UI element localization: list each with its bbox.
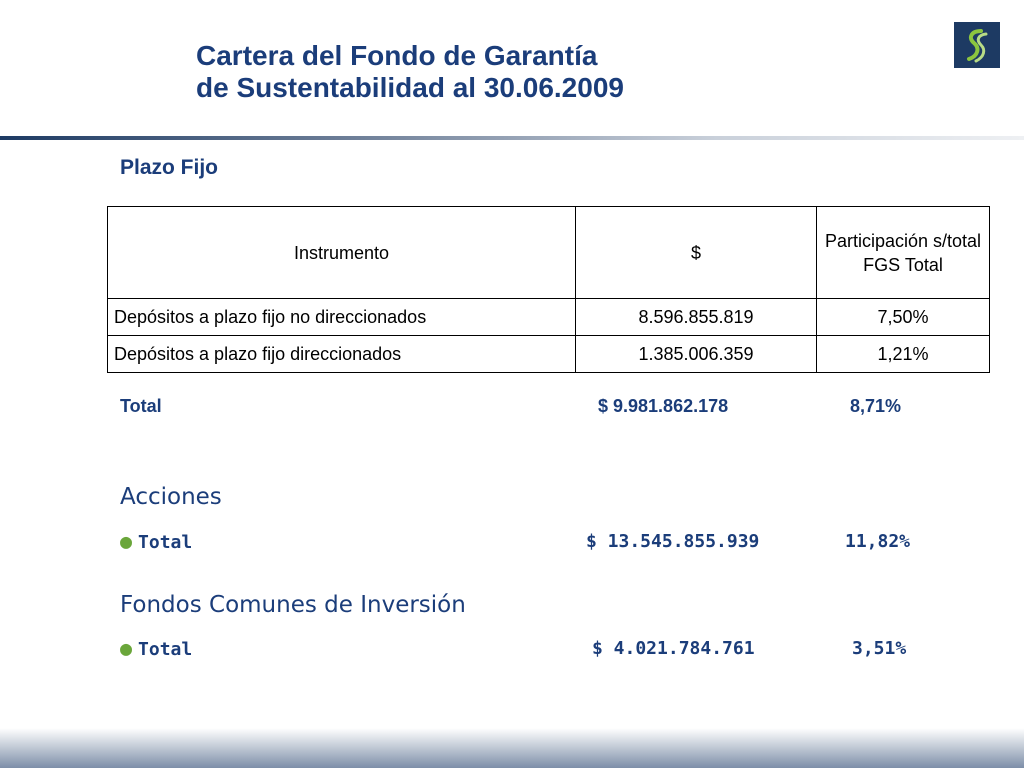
bullet-dot-icon: ● [120, 529, 133, 553]
cell-monto: 8.596.855.819 [576, 299, 817, 336]
acciones-heading: Acciones [120, 484, 222, 510]
plazo-fijo-heading: Plazo Fijo [120, 156, 219, 179]
page-title-line1: Cartera del Fondo de Garantía [196, 40, 598, 71]
column-header-participacion: Participación s/total FGS Total [817, 207, 990, 299]
plazo-fijo-total-label: Total [120, 396, 162, 416]
acciones-total-monto: $ 13.545.855.939 [586, 531, 760, 552]
page-title-line2: de Sustentabilidad al 30.06.2009 [196, 72, 624, 103]
fci-total-monto: $ 4.021.784.761 [592, 638, 755, 659]
cell-instrumento: Depósitos a plazo fijo direccionados [108, 336, 576, 373]
cell-monto: 1.385.006.359 [576, 336, 817, 373]
fci-total-label: Total [138, 639, 193, 660]
column-header-instrumento: Instrumento [108, 207, 576, 299]
cell-instrumento: Depósitos a plazo fijo no direccionados [108, 299, 576, 336]
acciones-total-label: Total [138, 532, 193, 553]
plazo-fijo-total-monto: $ 9.981.862.178 [598, 396, 729, 416]
column-header-monto: $ [576, 207, 817, 299]
page-title [196, 40, 624, 104]
plazo-fijo-total-participacion: 8,71% [850, 396, 902, 416]
acciones-total-participacion: 11,82% [845, 531, 911, 552]
header-divider [0, 136, 1024, 140]
table-header-row [108, 207, 990, 299]
cell-participacion: 1,21% [817, 336, 990, 373]
cell-participacion: 7,50% [817, 299, 990, 336]
table-row [108, 299, 990, 336]
footer-band [0, 728, 1024, 768]
fci-heading: Fondos Comunes de Inversión [120, 592, 466, 618]
table-row [108, 336, 990, 373]
anses-logo-icon [954, 22, 1000, 68]
fci-total-participacion: 3,51% [852, 638, 907, 659]
plazo-fijo-table [107, 206, 990, 373]
bullet-dot-icon: ● [120, 636, 133, 660]
